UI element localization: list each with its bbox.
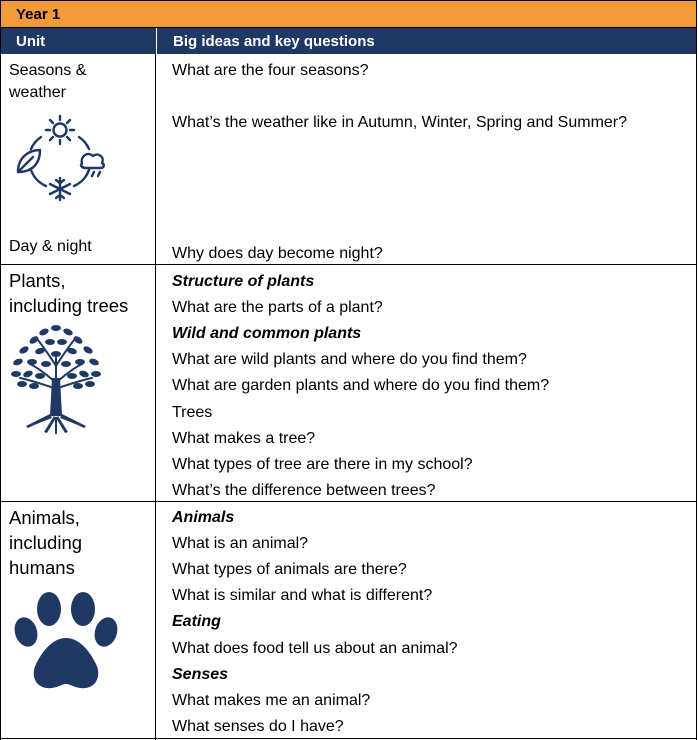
unit-line: including bbox=[9, 532, 83, 553]
paw-print-icon bbox=[12, 592, 120, 694]
seasons-cycle-icon bbox=[14, 112, 106, 204]
year-banner bbox=[0, 0, 697, 28]
table-left-border bbox=[0, 54, 1, 740]
question: What is similar and what is different? bbox=[172, 587, 433, 604]
year-label: Year 1 bbox=[16, 6, 61, 23]
unit-line: Animals, bbox=[9, 507, 80, 528]
unit-day-night: Day & night bbox=[9, 238, 92, 255]
unit-line: including trees bbox=[9, 295, 129, 316]
question: What types of animals are there? bbox=[172, 561, 407, 578]
question: What’s the weather like in Autumn, Winter, Spring and Summer? bbox=[172, 114, 628, 131]
question: What makes me an animal? bbox=[172, 692, 371, 709]
question: What types of tree are there in my school? bbox=[172, 456, 473, 473]
table-header bbox=[0, 28, 697, 54]
unit-column-header: Unit bbox=[16, 33, 46, 50]
question: What senses do I have? bbox=[172, 718, 344, 735]
topic-heading: Wild and common plants bbox=[172, 325, 362, 342]
table-right-border bbox=[696, 54, 697, 740]
question: What are wild plants and where do you find them? bbox=[172, 351, 527, 368]
question: Why does day become night? bbox=[172, 245, 383, 262]
question: What’s the difference between trees? bbox=[172, 482, 436, 499]
unit-plants bbox=[9, 268, 128, 318]
topic-heading: Structure of plants bbox=[172, 273, 315, 290]
question: What is an animal? bbox=[172, 535, 309, 552]
unit-seasons-weather bbox=[9, 60, 86, 104]
question: What are garden plants and where do you find them? bbox=[172, 377, 550, 394]
topic-heading: Eating bbox=[172, 613, 221, 630]
unit-line: Plants, bbox=[9, 270, 66, 291]
row-divider-2 bbox=[0, 501, 697, 502]
unit-animals bbox=[9, 505, 82, 580]
topic-heading: Animals bbox=[172, 509, 235, 526]
question: What does food tell us about an animal? bbox=[172, 640, 458, 657]
row-divider-1 bbox=[0, 264, 697, 265]
unit-line: Seasons & bbox=[9, 62, 87, 79]
tree-icon bbox=[10, 318, 102, 436]
unit-line: weather bbox=[9, 84, 66, 101]
question: Trees bbox=[172, 404, 213, 421]
unit-line: humans bbox=[9, 557, 75, 578]
header-divider bbox=[156, 28, 157, 54]
question: What makes a tree? bbox=[172, 430, 316, 447]
question: What are the parts of a plant? bbox=[172, 299, 383, 316]
topic-heading: Senses bbox=[172, 666, 229, 683]
questions-column-header: Big ideas and key questions bbox=[173, 33, 375, 50]
column-divider bbox=[155, 54, 156, 740]
table-bottom-border bbox=[0, 738, 697, 739]
question: What are the four seasons? bbox=[172, 62, 369, 79]
